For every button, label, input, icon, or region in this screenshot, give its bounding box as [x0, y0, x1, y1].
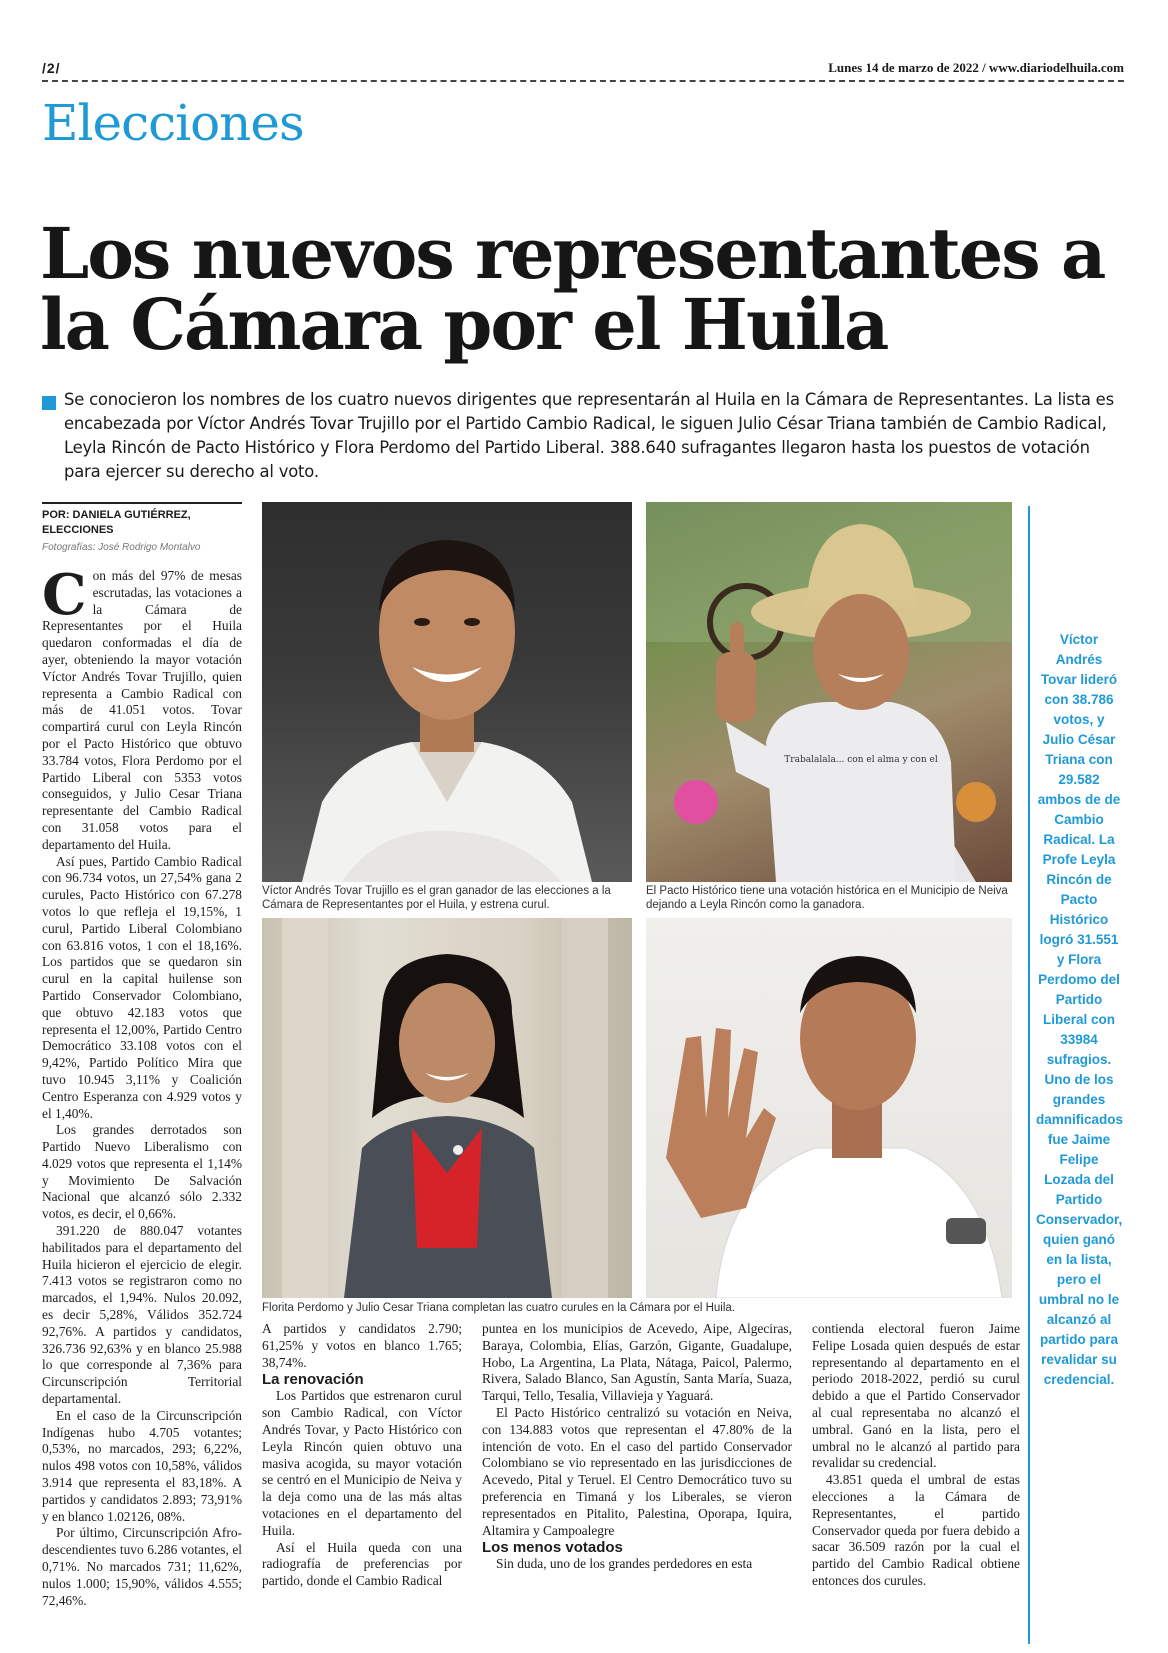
paragraph: Sin duda, uno de los grandes perdedores en esta	[496, 1556, 753, 1572]
lead-marker	[42, 396, 56, 410]
caption-photo-3: Florita Perdomo y Julio Cesar Triana completan las cuatro curules en la Cámara por el Huila.	[262, 1302, 735, 1314]
paragraph: 391.220 de 880.047 votantes habilitados para el departamento del Huila hicieron el ejercicio de elegir. 7.413 votos se registraron como no marcados, el 1,94%. Nulos 20.092, es decir 5,28%, Válidos 352.724 92,76%. A partidos y candidatos, 326.736 92,63% y en blanco 25.988 lo que corresponde al 7,36% para Circunscripción Territorial departamental.	[42, 1223, 242, 1407]
caption-photo-1: Víctor Andrés Tovar Trujillo es el gran ganador de las elecciones a la Cámara de Representantes por el Huila, y estrena curul.	[262, 885, 611, 911]
paragraph: En el caso de la Circunscripción Indígenas hubo 4.705 votantes; 0,53%, no marcados, 293; 6,22%, nulos 498 votos con 10,58%, válidos 3.914 que representa el 83,18%. A partidos y candidatos 2.893; 73,91% y en blanco 1.02126, 08%.	[42, 1407, 242, 1524]
page-number: /2/	[42, 60, 61, 76]
paragraph: Los Partidos que estrenaron curul son Cambio Radical, con Víctor Andrés Tovar, y Pacto Histórico con Leyla Rincón quien obtuvo una masiva acogida, su mayor votación se centró en el Municipio de Neiva y la deja como una de las más altas votaciones en el departamento del Huila.	[262, 1388, 462, 1538]
subhead-renovacion: La renovación	[262, 1371, 364, 1389]
paragraph: 43.851 queda el umbral de estas elecciones a la Cámara de Representantes, el partido Conservador queda por fuera debido a sacar 36.509 razón por la cual el partido del Cambio Radical obtiene entonces dos curules.	[812, 1472, 1020, 1588]
paragraph: Así el Huila queda con una radiografía de preferencias por partido, donde el Cambio Radical	[262, 1539, 462, 1589]
photo-leyla-rincon	[646, 502, 1012, 882]
section-title: Elecciones	[42, 94, 304, 152]
paragraph: Así pues, Partido Cambio Radical con 96.734 votos, un 27,54% gana 2 curules, Pacto Histórico con 67.278 votos lo que refleja el 19,15%, 1 curul, Partido Liberal Colombiano con 63.816 votos, 1 con el 18,16%. Los partidos que se quedaron sin curul en la capital huilense son Partido Conservador Colombiano, que obtuvo 42.183 votos que representa el 12,00%, Partido Centro Democrático 33.108 votos con el 9,42%, Partido Político Mira que tuvo 10.945 3,11% y Coalición Centro Esperanza con 4.929 votos y el 1,40%.	[42, 853, 242, 1121]
drop-cap: C	[42, 562, 87, 628]
photo-julio-triana	[646, 918, 1012, 1298]
article-column-1	[42, 562, 242, 1609]
paragraph: El Pacto Histórico centralizó su votación en Neiva, con 134.883 votos que representan el 47.80% de la intención de voto. En el caso del partido Conservador Colombiano se vio representado en las jurisdicciones de Acevedo, Pital y Teruel. El Centro Democrático tuvo su preferencia en Timaná y los Liberales, se vieron representados en Pitalito, Palestina, Oporapa, Iquira, Altamira y Campoalegre	[482, 1404, 792, 1538]
date-line: Lunes 14 de marzo de 2022 / www.diariodelhuila.com	[828, 60, 1124, 75]
portrait-woman-hat-illustration	[646, 502, 1012, 882]
photo-credit: Fotografías: José Rodrigo Montalvo	[42, 542, 201, 553]
byline	[42, 502, 242, 555]
article-column-3	[482, 1321, 792, 1573]
photo-flora-perdomo	[262, 918, 632, 1298]
paragraph: contienda electoral fueron Jaime Felipe Losada quien después de estar representando al departamento en el periodo 2018-2022, perdió su curul debido a que el Partido Conservador al cual representaba no alcanzó el umbral. Ganó en la lista, pero el umbral no le alcanzó al partido para revalidar su credencial.	[812, 1321, 1020, 1471]
portrait-man-illustration	[262, 502, 632, 882]
portrait-man-gesture-illustration	[646, 918, 1012, 1298]
paragraph: Con más del 97% de mesas escrutadas, las votaciones a la Cámara de Representantes por el Huila quedaron conformadas el día de ayer, obteniendo la mayor votación Víctor Andrés Tovar Trujillo, quien representa a Cambio Radical con más de 41.051 votos. Tovar compartirá curul con Leyla Rincón por el Pacto Histórico que obtuvo 33.784 votos, Flora Perdomo por el Partido Liberal con 5353 votos conseguidos, y Julio Cesar Triana representante del Cambio Radical con 31.058 votos para el departamento del Huila.	[42, 562, 242, 852]
subhead-menos-votados: Los menos votados	[482, 1539, 623, 1557]
paragraph: A partidos y candidatos 2.790; 61,25% y votos en blanco 1.765; 38,74%.	[262, 1321, 462, 1370]
paragraph: puntea en los municipios de Acevedo, Aipe, Algeciras, Baraya, Colombia, Elías, Garzón, Gigante, Guadalupe, Hobo, La Argentina, La Plata, Nátaga, Paicol, Palermo, Rivera, Salado Blanco, San Agustín, Santa María, Suaza, Tarqui, Tello, Tesalia, Villavieja y Yaguará.	[482, 1321, 792, 1404]
header-rule	[42, 80, 1124, 82]
photo-victor-tovar	[262, 502, 632, 882]
shirt-print: Trabalalala... con el alma y con el	[784, 755, 938, 765]
portrait-woman-blazer-illustration	[262, 918, 632, 1298]
article-column-4	[812, 1321, 1020, 1590]
sidebar-highlight: Víctor Andrés Tovar lideró con 38.786 votos, y Julio César Triana con 29.582 ambos de de Cambio Radical. La Profe Leyla Rincón de Pacto Histórico logró 31.551 y Flora Perdomo del Partido Liberal con 33984 sufragios. Uno de los grandes damnificados fue Jaime Felipe Lozada del Partido Conservador, quien ganó en la lista, pero el umbral no le alcanzó al partido para revalidar su credencial.	[1036, 632, 1124, 1387]
paragraph: Por último, Circunscripción Afro-descendientes tuvo 6.286 votantes, el 0,71%. No marcados 731; 11,62%, nulos 1.000; 15,90%, válidos 4.555; 72,46%.	[42, 1525, 242, 1608]
article-column-2	[262, 1321, 462, 1590]
byline-author: POR: DANIELA GUTIÉRREZ, ELECCIONES	[42, 509, 191, 536]
headline: Los nuevos representantes a la Cámara por el Huila	[40, 212, 1105, 367]
caption-photo-2: El Pacto Histórico tiene una votación histórica en el Municipio de Neiva dejando a Leyla Rincón como la ganadora.	[646, 885, 1008, 911]
lead-paragraph: Se conocieron los nombres de los cuatro nuevos dirigentes que representarán al Huila en la Cámara de Representantes. La lista es encabezada por Víctor Andrés Tovar Trujillo por el Partido Cambio Radical, le siguen Julio César Triana también de Cambio Radical, Leyla Rincón de Pacto Histórico y Flora Perdomo del Partido Liberal. 388.640 sufragantes llegaron hasta los puestos de votación para ejercer su derecho al voto.	[64, 390, 1114, 481]
paragraph: Los grandes derrotados son Partido Nuevo Liberalismo con 4.029 votos que representa el 1,14% y Movimiento De Salvación Nacional que alcanzó sólo 2.332 votos, es decir, el 0,66%.	[42, 1122, 242, 1222]
